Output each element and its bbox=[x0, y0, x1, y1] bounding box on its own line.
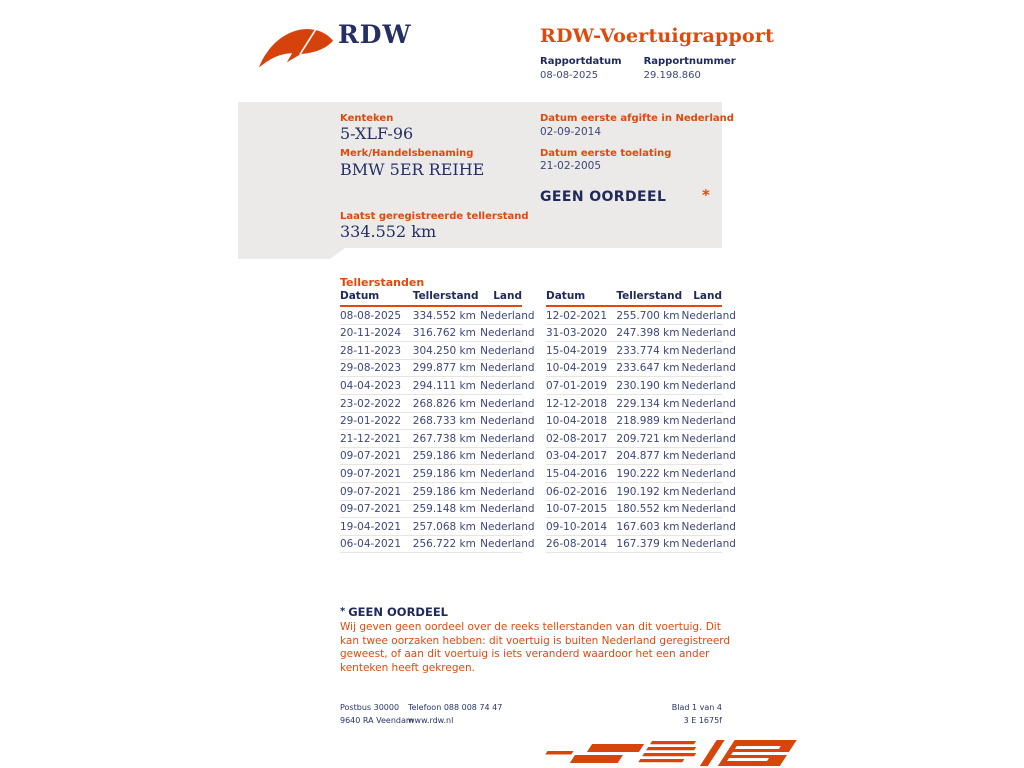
table-row bbox=[340, 535, 522, 553]
table-row bbox=[546, 412, 722, 430]
col-header-tellerstand: Tellerstand bbox=[616, 290, 683, 302]
col-header-land: Land bbox=[693, 290, 722, 302]
table-cell: 218.989 km bbox=[616, 415, 680, 428]
table-cell: Nederland bbox=[480, 485, 535, 498]
footnote-text: Wij geven geen oordeel over de reeks tellerstanden van dit voertuig. Dit kan twee oorzaken hebben: dit voertuig is buiten Nederland geregistreerd geweest, of aan dit voertuig is iets veranderd waardoor het een ander kenteken heeft gekregen. bbox=[340, 621, 731, 674]
table-cell: Nederland bbox=[681, 327, 736, 340]
table-cell: Nederland bbox=[480, 309, 535, 322]
report-number-value: 29.198.860 bbox=[643, 70, 701, 81]
laatste-tellerstand-label: Laatst geregistreerde tellerstand bbox=[340, 211, 529, 222]
table-cell: 316.762 km bbox=[412, 327, 476, 340]
report-date-label: Rapportdatum bbox=[540, 56, 622, 67]
table-cell: 209.721 km bbox=[616, 432, 680, 445]
footer-page-indicator: Blad 1 van 4 bbox=[671, 703, 722, 712]
table-row bbox=[546, 359, 722, 377]
table-cell: Nederland bbox=[681, 520, 736, 533]
footnote-asterisk: * bbox=[340, 606, 346, 617]
table-cell: Nederland bbox=[681, 450, 736, 463]
report-title: RDW-Voertuigrapport bbox=[540, 25, 775, 47]
rdw-wing-logo-icon bbox=[257, 24, 335, 72]
table-cell: 10-04-2018 bbox=[546, 415, 608, 428]
table-row bbox=[340, 342, 522, 360]
table-row bbox=[340, 377, 522, 395]
table-cell: 23-02-2022 bbox=[340, 397, 402, 410]
table-cell: 09-07-2021 bbox=[340, 467, 402, 480]
table-cell: Nederland bbox=[480, 362, 535, 375]
table-row bbox=[546, 518, 722, 536]
eerste-toelating-value: 21-02-2005 bbox=[540, 160, 602, 172]
merk-label: Merk/Handelsbenaming bbox=[340, 148, 474, 159]
table-row bbox=[546, 430, 722, 448]
verdict-text: GEEN OORDEEL bbox=[540, 189, 667, 205]
table-cell: Nederland bbox=[480, 344, 535, 357]
table-cell: Nederland bbox=[681, 309, 736, 322]
table-row bbox=[340, 412, 522, 430]
table-cell: 09-10-2014 bbox=[546, 520, 608, 533]
table-cell: Nederland bbox=[480, 397, 535, 410]
table-row bbox=[546, 377, 722, 395]
table-cell: 259.186 km bbox=[412, 467, 476, 480]
footnote-title bbox=[340, 605, 448, 619]
decorative-stripes-graphic bbox=[538, 738, 800, 768]
table-cell: 230.190 km bbox=[616, 379, 680, 392]
table-cell: 20-11-2024 bbox=[340, 327, 402, 340]
table-row bbox=[546, 324, 722, 342]
table-cell: Nederland bbox=[681, 379, 736, 392]
col-header-land: Land bbox=[493, 290, 522, 302]
table-row bbox=[340, 500, 522, 518]
table-cell: 167.379 km bbox=[616, 538, 680, 551]
table-cell: 04-04-2023 bbox=[340, 379, 402, 392]
odometer-table-right bbox=[546, 290, 736, 553]
table-row bbox=[546, 306, 722, 324]
odometer-table-left-head bbox=[340, 290, 522, 306]
table-cell: 15-04-2019 bbox=[546, 344, 608, 357]
table-cell: 256.722 km bbox=[412, 538, 476, 551]
table-cell: Nederland bbox=[480, 432, 535, 445]
table-cell: Nederland bbox=[480, 415, 535, 428]
table-cell: 299.877 km bbox=[412, 362, 476, 375]
table-row bbox=[546, 394, 722, 412]
table-cell: Nederland bbox=[480, 520, 535, 533]
table-cell: 10-07-2015 bbox=[546, 503, 608, 516]
table-cell: 233.647 km bbox=[616, 362, 680, 375]
merk-value: BMW 5ER REIHE bbox=[340, 160, 485, 179]
table-cell: 267.738 km bbox=[412, 432, 476, 445]
table-cell: 03-04-2017 bbox=[546, 450, 608, 463]
table-cell: 06-04-2021 bbox=[340, 538, 402, 551]
table-cell: 334.552 km bbox=[412, 309, 476, 322]
table-row bbox=[340, 482, 522, 500]
footnote-title-text: GEEN OORDEEL bbox=[348, 605, 449, 619]
table-cell: Nederland bbox=[681, 485, 736, 498]
table-cell: 247.398 km bbox=[616, 327, 680, 340]
table-cell: 28-11-2023 bbox=[340, 344, 402, 357]
eerste-toelating-label: Datum eerste toelating bbox=[540, 148, 672, 159]
table-cell: 29-08-2023 bbox=[340, 362, 402, 375]
table-row bbox=[340, 359, 522, 377]
table-cell: 294.111 km bbox=[412, 379, 476, 392]
footer-page-info bbox=[620, 701, 722, 727]
table-cell: Nederland bbox=[480, 538, 535, 551]
verdict-asterisk: * bbox=[702, 186, 710, 204]
footer-form-code: 3 E 1675f bbox=[683, 716, 722, 725]
table-cell: Nederland bbox=[681, 397, 736, 410]
table-cell: Nederland bbox=[480, 327, 535, 340]
table-cell: 259.186 km bbox=[412, 450, 476, 463]
table-row bbox=[546, 535, 722, 553]
footer-address bbox=[340, 701, 414, 727]
table-cell: 06-02-2016 bbox=[546, 485, 608, 498]
table-cell: Nederland bbox=[480, 379, 535, 392]
footer-phone: Telefoon 088 008 74 47 bbox=[408, 703, 503, 712]
table-cell: 02-08-2017 bbox=[546, 432, 608, 445]
table-cell: 09-07-2021 bbox=[340, 503, 402, 516]
table-cell: Nederland bbox=[681, 538, 736, 551]
odometer-table-right-body bbox=[546, 306, 736, 553]
table-cell: 255.700 km bbox=[616, 309, 680, 322]
eerste-afgifte-label: Datum eerste afgifte in Nederland bbox=[540, 113, 734, 124]
table-cell: 09-07-2021 bbox=[340, 485, 402, 498]
table-cell: 180.552 km bbox=[616, 503, 680, 516]
brand-wordmark: RDW bbox=[338, 20, 412, 49]
table-cell: 190.192 km bbox=[616, 485, 680, 498]
table-cell: Nederland bbox=[681, 362, 736, 375]
table-cell: 257.068 km bbox=[412, 520, 476, 533]
table-cell: Nederland bbox=[681, 344, 736, 357]
table-cell: Nederland bbox=[480, 450, 535, 463]
kenteken-value: 5-XLF-96 bbox=[340, 124, 414, 143]
table-cell: 09-07-2021 bbox=[340, 450, 402, 463]
table-cell: Nederland bbox=[480, 467, 535, 480]
footer-contact bbox=[408, 701, 502, 727]
table-cell: Nederland bbox=[681, 467, 736, 480]
table-cell: 268.826 km bbox=[412, 397, 476, 410]
table-cell: 233.774 km bbox=[616, 344, 680, 357]
report-date-value: 08-08-2025 bbox=[540, 70, 599, 81]
kenteken-label: Kenteken bbox=[340, 113, 394, 124]
table-cell: Nederland bbox=[681, 503, 736, 516]
table-cell: 229.134 km bbox=[616, 397, 680, 410]
eerste-afgifte-value: 02-09-2014 bbox=[540, 126, 602, 138]
table-row bbox=[546, 465, 722, 483]
col-header-datum: Datum bbox=[340, 290, 380, 302]
table-row bbox=[546, 342, 722, 360]
report-meta bbox=[540, 56, 736, 81]
table-row bbox=[340, 447, 522, 465]
table-cell: 10-04-2019 bbox=[546, 362, 608, 375]
table-row bbox=[546, 482, 722, 500]
table-cell: 190.222 km bbox=[616, 467, 680, 480]
odometer-table-left bbox=[340, 290, 535, 553]
table-cell: 204.877 km bbox=[616, 450, 680, 463]
col-header-datum: Datum bbox=[546, 290, 586, 302]
table-cell: 19-04-2021 bbox=[340, 520, 402, 533]
table-row bbox=[340, 306, 522, 324]
table-row bbox=[340, 518, 522, 536]
table-cell: 167.603 km bbox=[616, 520, 680, 533]
table-row bbox=[340, 465, 522, 483]
table-row bbox=[340, 430, 522, 448]
report-date-block bbox=[540, 56, 622, 81]
table-cell: 08-08-2025 bbox=[340, 309, 402, 322]
table-cell: Nederland bbox=[681, 415, 736, 428]
table-cell: Nederland bbox=[681, 432, 736, 445]
odometer-table-left-body bbox=[340, 306, 535, 553]
table-cell: 12-12-2018 bbox=[546, 397, 608, 410]
table-row bbox=[546, 500, 722, 518]
table-cell: 26-08-2014 bbox=[546, 538, 608, 551]
table-cell: 15-04-2016 bbox=[546, 467, 608, 480]
table-cell: 259.186 km bbox=[412, 485, 476, 498]
table-row bbox=[340, 394, 522, 412]
table-cell: 21-12-2021 bbox=[340, 432, 402, 445]
table-cell: 259.148 km bbox=[412, 503, 476, 516]
table-cell: 268.733 km bbox=[412, 415, 476, 428]
table-row bbox=[340, 324, 522, 342]
table-row bbox=[546, 447, 722, 465]
tellerstanden-heading: Tellerstanden bbox=[340, 276, 425, 289]
report-number-label: Rapportnummer bbox=[643, 56, 736, 67]
table-cell: 304.250 km bbox=[412, 344, 476, 357]
table-cell: 07-01-2019 bbox=[546, 379, 608, 392]
odometer-table-right-head bbox=[546, 290, 722, 306]
report-number-block bbox=[644, 56, 736, 81]
table-cell: 12-02-2021 bbox=[546, 309, 608, 322]
footer-website: www.rdw.nl bbox=[408, 716, 454, 725]
footer-address-line1: Postbus 30000 bbox=[340, 703, 400, 712]
footer-address-line2: 9640 RA Veendam bbox=[340, 716, 414, 725]
table-cell: Nederland bbox=[480, 503, 535, 516]
table-cell: 29-01-2022 bbox=[340, 415, 402, 428]
col-header-tellerstand: Tellerstand bbox=[412, 290, 479, 302]
laatste-tellerstand-value: 334.552 km bbox=[340, 222, 437, 241]
table-cell: 31-03-2020 bbox=[546, 327, 608, 340]
vehicle-info-panel bbox=[238, 102, 722, 259]
